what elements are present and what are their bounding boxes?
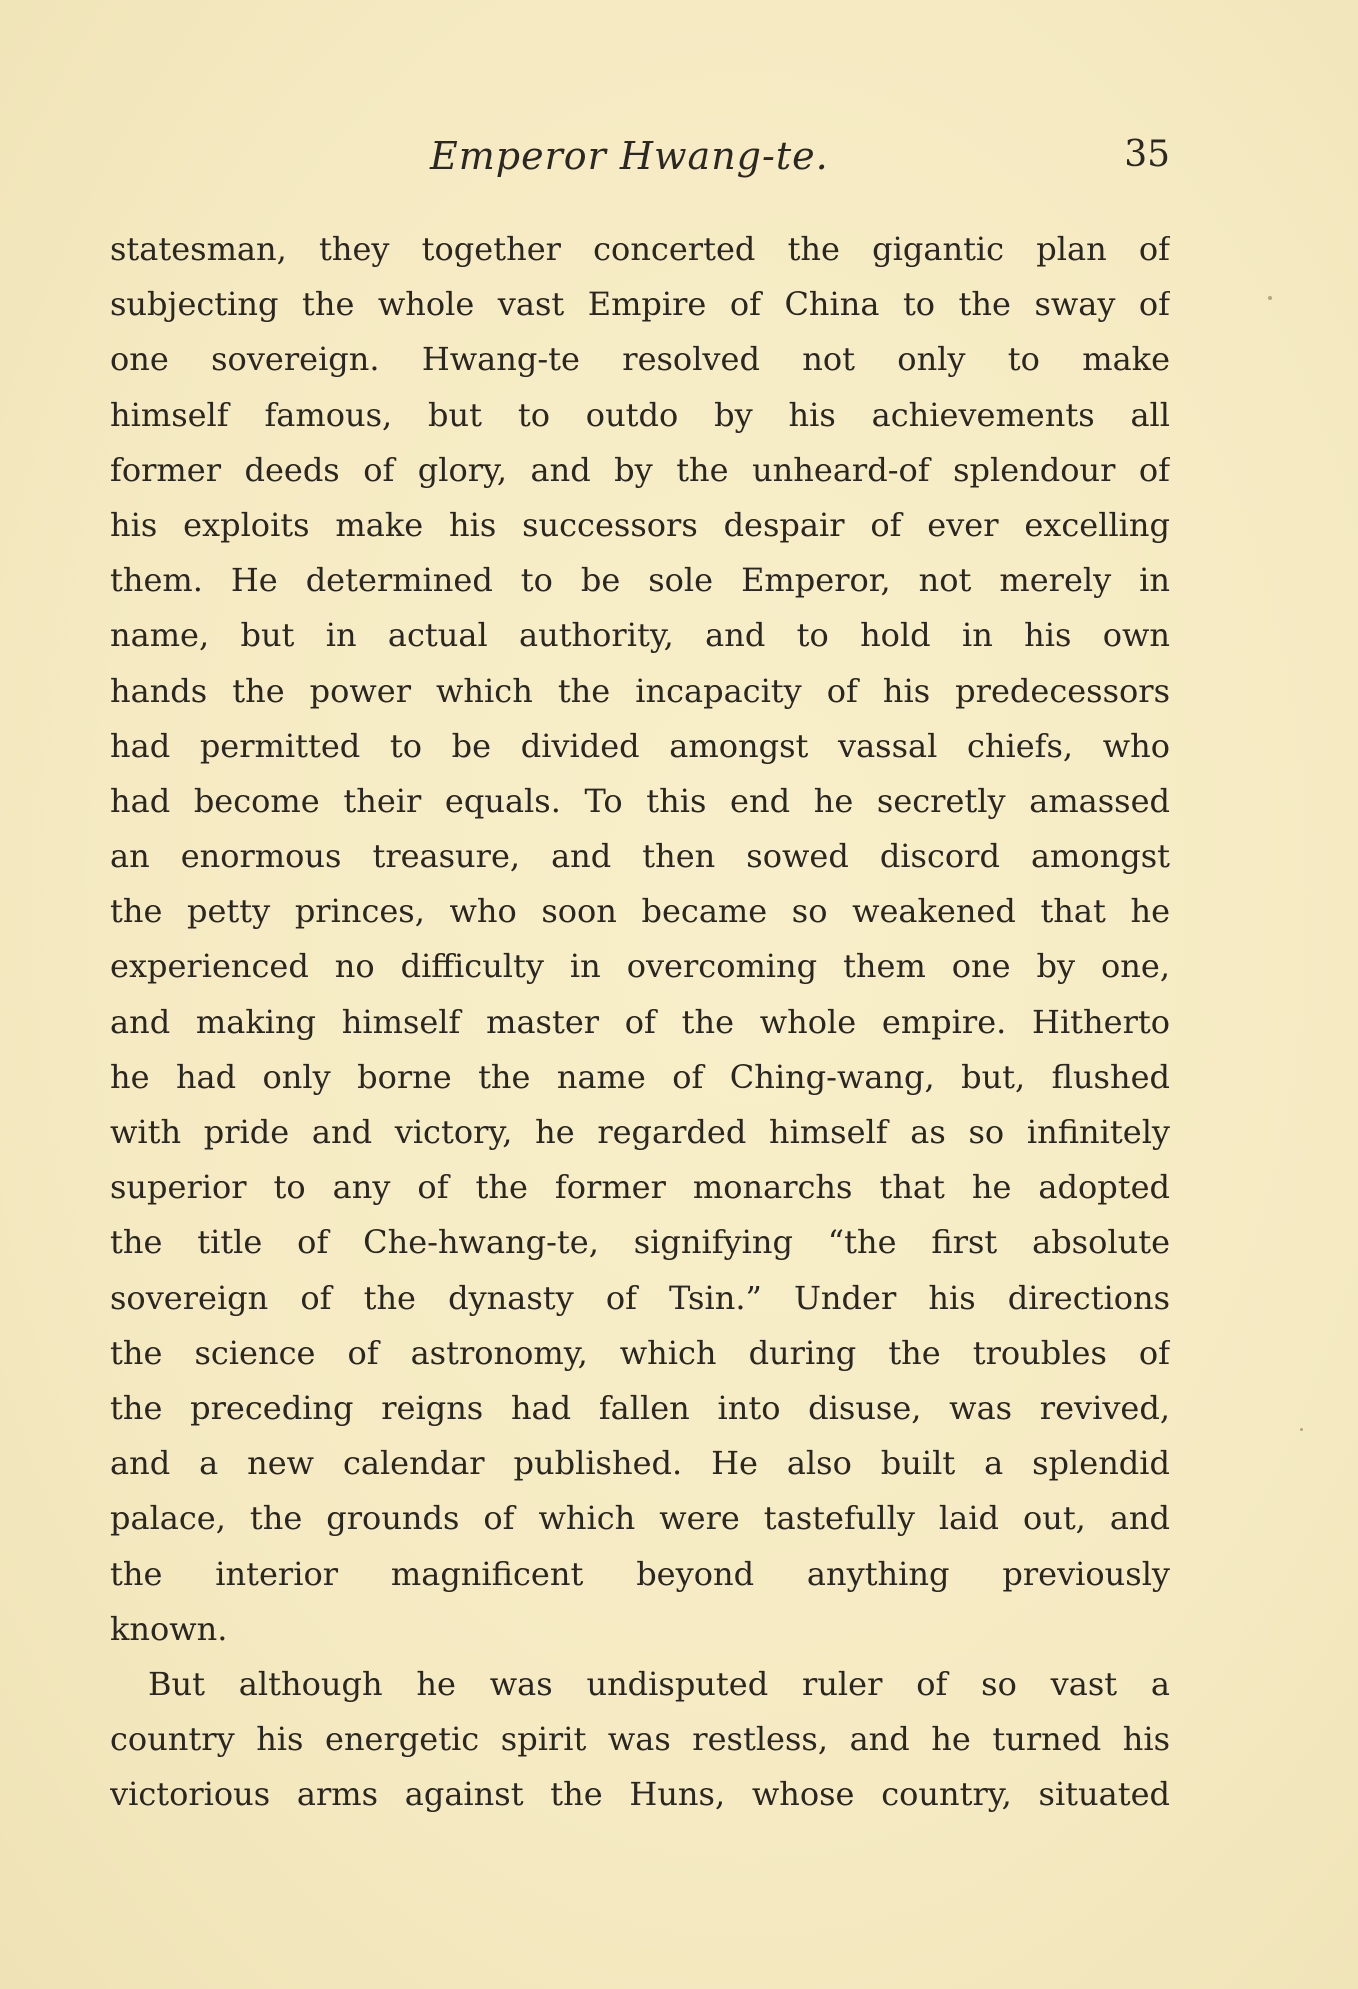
text-line: victorious arms against the Huns, whose country, situated [110,1775,1170,1814]
text-line: experienced no difficulty in overcoming them one by one, [110,947,1170,986]
text-line: hands the power which the incapacity of his predecessors [110,671,1170,710]
text-line: he had only borne the name of Ching-wang, but, flushed [110,1057,1170,1096]
text-line: had permitted to be divided amongst vassal chiefs, who [110,726,1170,765]
text-line: known. [110,1609,228,1648]
text-line: sovereign of the dynasty of Tsin.” Under his directions [110,1278,1170,1317]
text-line: himself famous, but to outdo by his achievements all [110,395,1170,434]
text-line: the preceding reigns had fallen into disuse, was revived, [110,1388,1170,1427]
text-line: statesman, they together concerted the gigantic plan of [110,230,1170,268]
text-line: But although he was undisputed ruler of so vast a [148,1664,1170,1703]
text-line: former deeds of glory, and by the unheard-of splendour of [110,450,1170,489]
text-line: palace, the grounds of which were tastefully laid out, and [110,1499,1170,1538]
text-line: the interior magnificent beyond anything previously [110,1554,1170,1593]
text-line: subjecting the whole vast Empire of China to the sway of [110,285,1170,324]
text-line: his exploits make his successors despair of ever excelling [110,505,1170,544]
text-line: the title of Che-hwang-te, signifying “the first absolute [110,1223,1170,1262]
text-line: had become their equals. To this end he secretly amassed [110,781,1170,820]
text-line: the petty princes, who soon became so weakened that he [110,892,1170,931]
text-line: an enormous treasure, and then sowed discord amongst [110,837,1170,876]
paper-speck [1300,1428,1303,1431]
paragraph [110,222,1170,1657]
text-line: superior to any of the former monarchs that he adopted [110,1168,1170,1207]
text-line: name, but in actual authority, and to hold in his own [110,616,1170,655]
text-line: and making himself master of the whole empire. Hitherto [110,1002,1170,1041]
paragraph [110,1657,1170,1823]
text-line: one sovereign. Hwang-te resolved not only to make [110,340,1170,379]
paper-speck [1268,296,1272,300]
text-line: the science of astronomy, which during the troubles of [110,1333,1170,1372]
text-line: with pride and victory, he regarded himself as so infinitely [110,1113,1170,1151]
text-line: them. He determined to be sole Emperor, not merely in [110,561,1170,600]
page-header [110,134,1170,190]
running-title: Emperor Hwang-te. [430,134,829,178]
page-number: 35 [1124,134,1170,175]
text-line: country his energetic spirit was restless, and he turned his [110,1720,1170,1759]
text-line: and a new calendar published. He also built a splendid [110,1444,1170,1483]
body-text [110,222,1170,1822]
